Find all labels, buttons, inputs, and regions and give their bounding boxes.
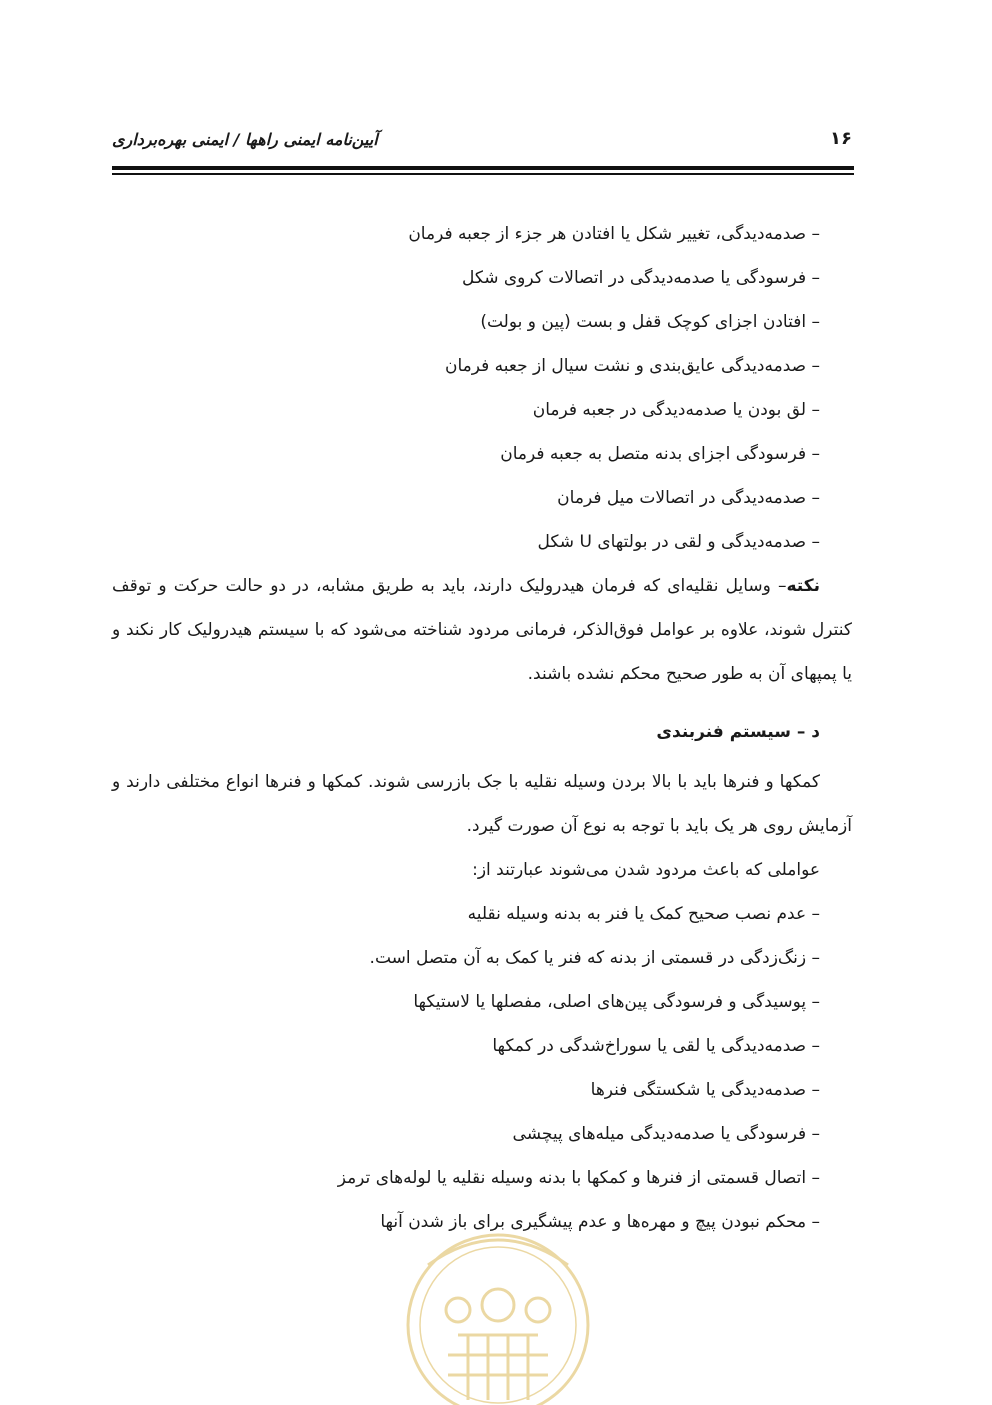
header-rule-thick	[112, 166, 854, 170]
list-item: – فرسودگی اجزای بدنه متصل به جعبه فرمان	[500, 444, 820, 464]
list-item: – عدم نصب صحیح کمک یا فنر به بدنه وسیله نقلیه	[467, 904, 820, 924]
section-intro-text: کمکها و فنرها باید با بالا بردن وسیله نقلیه با جک بازرسی شوند. کمکها و فنرها انواع مختلفی دارند و آزمایش روی هر یک باید با توجه به نوع آن صورت گیرد.	[112, 772, 852, 836]
list-item: – صدمه‌دیدگی عایق‌بندی و نشت سیال از جعبه فرمان	[445, 356, 820, 376]
publisher-seal-icon	[388, 1205, 608, 1405]
list-item: – زنگ‌زدگی در قسمتی از بدنه که فنر یا کمک به آن متصل است.	[369, 948, 820, 968]
list-item: – صدمه‌دیدگی یا شکستگی فنرها	[590, 1080, 820, 1100]
page-number: ۱۶	[830, 128, 852, 149]
steering-fault-list	[112, 212, 852, 564]
list-item: – صدمه‌دیدگی، تغییر شکل یا افتادن هر جزء از جعبه فرمان	[408, 224, 820, 244]
list-item: – محکم نبودن پیچ و مهره‌ها و عدم پیشگیری برای باز شدن آنها	[380, 1212, 820, 1232]
page-header	[112, 128, 852, 160]
list-item: – فرسودگی یا صدمه‌دیدگی در اتصالات کروی شکل	[461, 268, 820, 288]
body-text	[112, 212, 852, 1244]
list-item: – لق بودن یا صدمه‌دیدگی در جعبه فرمان	[532, 400, 820, 420]
suspension-fault-list	[112, 892, 852, 1244]
running-title: آیین‌نامه ایمنی راهها / ایمنی بهره‌برداری	[112, 130, 378, 149]
note-paragraph	[112, 564, 852, 696]
list-item: – فرسودگی یا صدمه‌دیدگی میله‌های پیچشی	[512, 1124, 820, 1144]
note-label: نکته	[786, 576, 820, 596]
list-item: – اتصال قسمتی از فنرها و کمکها با بدنه وسیله نقلیه یا لوله‌های ترمز	[337, 1168, 820, 1188]
list-item: – صدمه‌دیدگی در اتصالات میل فرمان	[557, 488, 820, 508]
list-item: – افتادن اجزای کوچک قفل و بست (پین و بولت)	[480, 312, 820, 332]
note-text: – وسایل نقلیه‌ای که فرمان هیدرولیک دارند، باید به طریق مشابه، در دو حالت حرکت و توقف کنترل شوند، علاوه بر عوامل فوق‌الذکر، فرمانی مردود شناخته می‌شود که با سیستم هیدرولیک کار نکند و یا پمپهای آن به طور صحیح محکم نشده باشند.	[112, 576, 852, 684]
section-heading: د – سیستم فنربندی	[656, 722, 820, 742]
header-rule-thin	[112, 173, 854, 175]
section-intro	[112, 760, 852, 848]
section-lead: عواملی که باعث مردود شدن می‌شوند عبارتند از:	[472, 860, 820, 880]
list-item: – پوسیدگی و فرسودگی پین‌های اصلی، مفصلها یا لاستیکها	[413, 992, 820, 1012]
list-item: – صدمه‌دیدگی یا لقی یا سوراخ‌شدگی در کمکها	[492, 1036, 820, 1056]
list-item: – صدمه‌دیدگی و لقی در بولتهای U شکل	[537, 532, 820, 552]
